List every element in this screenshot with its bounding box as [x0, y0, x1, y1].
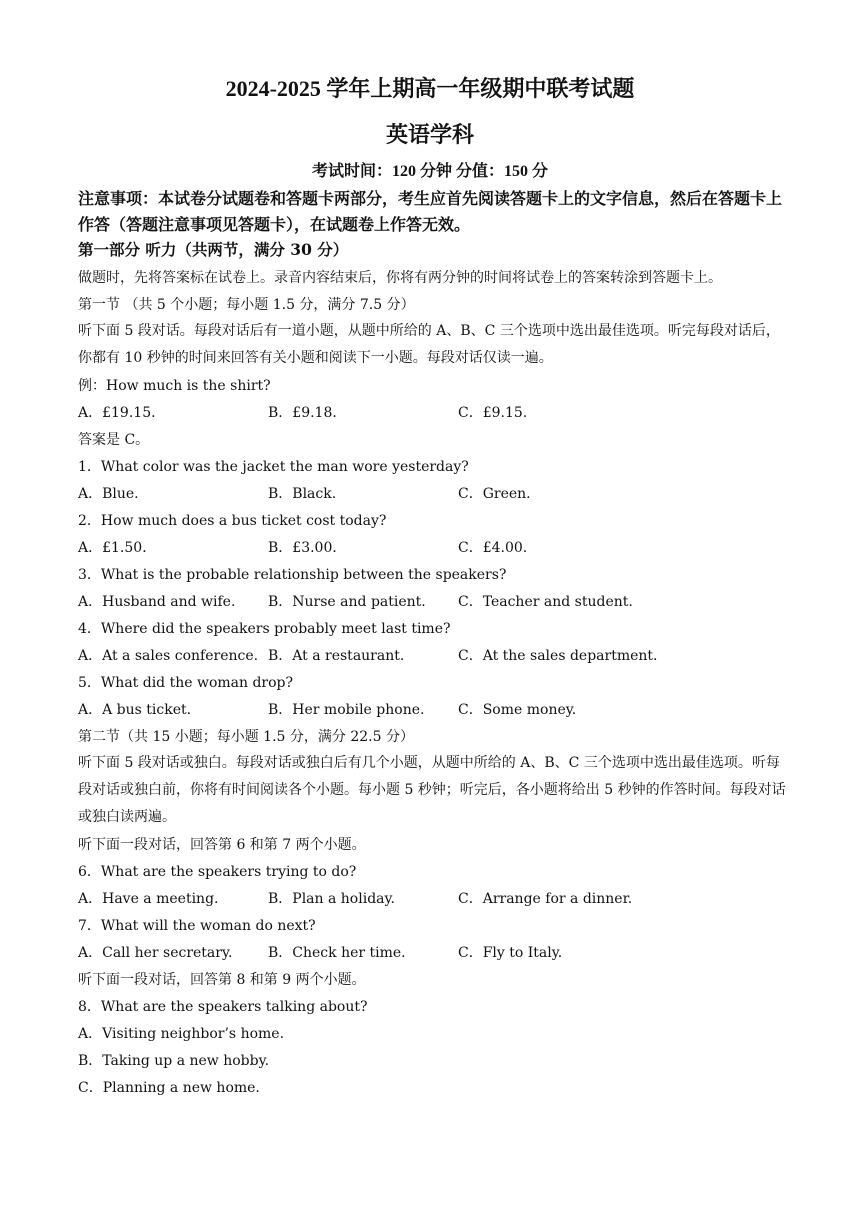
q8-option-a: A．Visiting neighbor’s home.: [78, 1026, 285, 1042]
q2-option-c: C．£4.00.: [458, 540, 528, 556]
q4-option-a: A．At a sales conference.: [78, 648, 259, 664]
q7-option-a: A．Call her secretary.: [78, 945, 233, 961]
q8-option-c: C．Planning a new home.: [78, 1080, 260, 1096]
question-5: 5．What did the woman drop?: [78, 675, 294, 691]
q3-option-a: A．Husband and wife.: [78, 594, 236, 610]
part1-intro: 做题时，先将答案标在试卷上。录音内容结束后，你将有两分钟的时间将试卷上的答案转涂到答题卡上。: [78, 270, 722, 286]
q6-option-a: A．Have a meeting.: [78, 891, 219, 907]
exam-title: 2024-2025 学年上期高一年级期中联考试题: [225, 76, 635, 101]
section2-heading: 第二节（共 15 小题；每小题 1.5 分，满分 22.5 分）: [78, 729, 414, 745]
question-8: 8．What are the speakers talking about?: [78, 999, 368, 1015]
notice: 注意事项：本试卷分试题卷和答题卡两部分，考生应首先阅读答题卡上的文字信息，然后在答题卡上作答（答题注意事项见答题卡），在试题卷上作答无效。: [78, 189, 783, 234]
q7-option-b: B．Check her time.: [268, 945, 406, 961]
q4-option-b: B．At a restaurant.: [268, 648, 405, 664]
q2-option-a: A．£1.50．: [78, 540, 157, 556]
q4-option-c: C．At the sales department.: [458, 648, 658, 664]
q1-option-c: C．Green.: [458, 486, 531, 502]
time-score: 考试时间：120 分钟 分值：150 分: [311, 163, 548, 180]
example-option-b: B．£9.18．: [268, 405, 347, 421]
question-6: 6．What are the speakers trying to do?: [78, 864, 357, 880]
example-answer: 答案是 C。: [78, 432, 150, 448]
q6-option-c: C．Arrange for a dinner.: [458, 891, 633, 907]
question-7: 7．What will the woman do next?: [78, 918, 316, 934]
q5-option-a: A．A bus ticket.: [78, 702, 192, 718]
section1-instructions: 听下面 5 段对话。每段对话后有一道小题，从题中所给的 A、B、C 三个选项中选出最佳选项。听完每段对话后，你都有 10 秒钟的时间来回答有关小题和阅读下一小题。每段对话仅读一遍。: [78, 323, 780, 366]
part1-heading: 第一部分 听力（共两节，满分 30 分）: [78, 240, 349, 259]
question-3: 3．What is the probable relationship between the speakers?: [78, 567, 507, 583]
q8-option-b: B．Taking up a new hobby.: [78, 1053, 270, 1069]
q1-option-a: A．Blue.: [78, 486, 139, 502]
q3-option-b: B．Nurse and patient.: [268, 594, 426, 610]
subject-title: 英语学科: [385, 122, 474, 147]
q6-option-b: B．Plan a holiday.: [268, 891, 396, 907]
lead-q6-q7: 听下面一段对话，回答第 6 和第 7 两个小题。: [78, 837, 366, 853]
q2-option-b: B．£3.00．: [268, 540, 347, 556]
example-option-a: A．£19.15．: [78, 405, 166, 421]
q5-option-c: C．Some money.: [458, 702, 577, 718]
example-question: 例：How much is the shirt?: [78, 378, 271, 394]
question-2: 2．How much does a bus ticket cost today?: [78, 513, 387, 529]
lead-q8-q9: 听下面一段对话，回答第 8 和第 9 两个小题。: [78, 972, 366, 988]
question-1: 1．What color was the jacket the man wore yesterday?: [78, 459, 469, 475]
q1-option-b: B．Black.: [268, 486, 337, 502]
question-4: 4．Where did the speakers probably meet last time?: [78, 621, 451, 637]
section1-heading: 第一节 （共 5 个小题；每小题 1.5 分，满分 7.5 分）: [78, 297, 415, 313]
q7-option-c: C．Fly to Italy.: [458, 945, 563, 961]
q5-option-b: B．Her mobile phone.: [268, 702, 425, 718]
example-option-c: C．£9.15.: [458, 405, 528, 421]
q3-option-c: C．Teacher and student.: [458, 594, 633, 610]
section2-instructions: 听下面 5 段对话或独白。每段对话或独白后有几个小题，从题中所给的 A、B、C 三个选项中选出最佳选项。听每段对话或独白前，你将有时间阅读各个小题。每小题 5 秒钟；听完后，各小题将给出 5 秒钟的作答时间。每段对话或独白读两遍。: [78, 755, 786, 825]
